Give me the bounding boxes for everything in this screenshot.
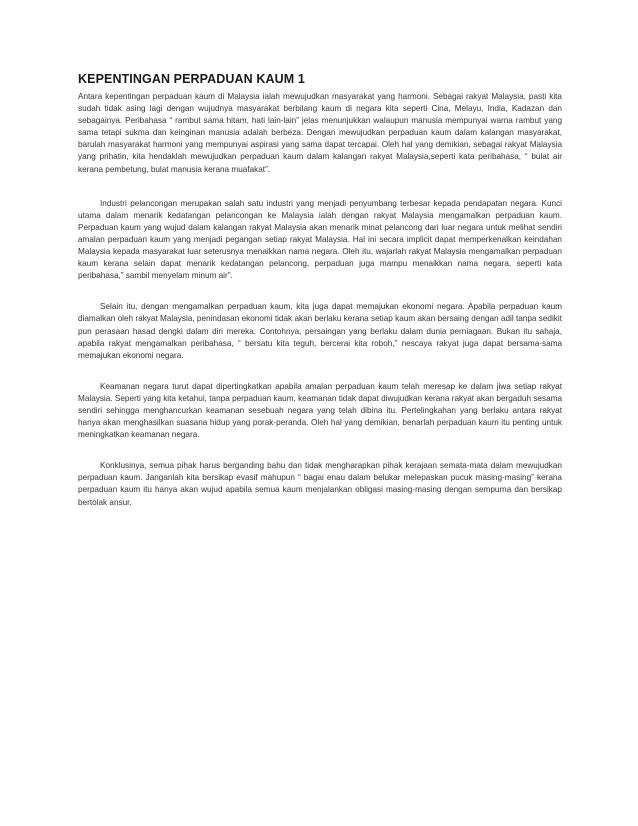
paragraph-intro: Antara kepentingan perpaduan kaum di Malaysia ialah mewujudkan masyarakat yang harmoni. Sebagai rakyat Malaysia, pasti kita sudah tidak asing lagi dengan wujudnya masyarakat berbilang kaum di negara kita seperti Cina, Melayu, India, Kadazan dan sebagainya. Peribahasa “ rambut sama hitam, hati lain-lain” jelas menunjukkan walaupun manusia mempunyai warna rambut yang sama tetapi sukma dan keinginan manusia adalah berbeza. Dengan mewujudkan perpaduan kaum dalam kalangan masyarakat, barulah masyarakat harmoni yang mempunyai aspirasi yang sama dapat tercapai. Oleh hal yang demikian, sebagai rakyat Malaysia yang prihatin, kita hendaklah mewujudkan perpaduan kaum dalam kalangan rakyat Malaysia,seperti kata peribahasa, “ bulat air kerana pembetung, bulat manusia kerana muafakat”. bbox=[78, 92, 562, 174]
paragraph-peace: Keamanan negara turut dapat dipertingkatkan apabila amalan perpaduan kaum telah meresap ke dalam jiwa setiap rakyat Malaysia. Seperti yang kita ketahui, tanpa perpaduan kaum, keamanan tidak dapat diwujudkan kerana rakyat akan bergaduh sesama sendiri sehingga menghancurkan keamanan sesebuah negara yang telah dibina itu. Pertelingkahan yang berlaku antara rakyat hanya akan menghasilkan suasana hidup yang porak-peranda. Oleh hal yang demikian, benarlah perpaduan kaum itu penting untuk meningkatkan keamanan negara. bbox=[78, 381, 562, 440]
paragraph-economy: Selain itu, dengan mengamalkan perpaduan kaum, kita juga dapat memajukan ekonomi negara. Apabila perpaduan kaum diamalkan oleh rakyat Malaysia, penindasan ekonomi tidak akan berlaku kerana setiap kaum akan bersaing dengan adil tanpa sedikit pun perasaan hasad dengki dalam diri mereka. Contohnya, persaingan yang berlaku dalam dunia perniagaan. Bukan itu sahaja, apabila rakyat mengamalkan peribahasa, “ bersatu kita teguh, bercerai kita roboh,” nescaya rakyat juga dapat bersama-sama memajukan ekonomi negara. bbox=[78, 302, 562, 360]
paragraph-conclusion: Konklusinya, semua pihak harus berganding bahu dan tidak mengharapkan pihak kerajaan semata-mata dalam mewujudkan perpaduan kaum. Janganlah kita bersikap evasif mahupun “ bagai enau dalam belukar melepaskan pucuk masing-masing” kerana perpaduan kaum itu hanya akan wujud apabila semua kaum menjalankan obligasi masing-masing dengan sempurna dan bersikap bertolak ansur. bbox=[78, 461, 562, 507]
document-page bbox=[78, 72, 562, 528]
paragraph-tourism: Industri pelancongan merupakan salah satu industri yang menjadi penyumbang terbesar kepada pendapatan negara. Kunci utama dalam menarik kedatangan pelancongan ke Malaysia ialah dengan rakyat Malaysia mengamalkan perpaduan kaum. Perpaduan kaum yang wujud dalam kalangan rakyat Malaysia akan menarik minat pelancong dari luar negara untuk melihat sendiri amalan perpaduan kaum yang menjadi pegangan setiap rakyat Malaysia. Hal ini secara implicit dapat memperkenalkan keindahan Malaysia kepada masyarakat luar seterusnya menaikkan nama negara. Oleh itu, wajarlah rakyat Malaysia mengamalkan perpaduan kaum kerana selain dapat menarik kedatangan pelancong, perpaduan juga mampu menaikkan nama negara, seperti kata peribahasa,” sambil menyelam minum air”. bbox=[78, 198, 562, 281]
document-title: KEPENTINGAN PERPADUAN KAUM 1 bbox=[78, 72, 305, 86]
